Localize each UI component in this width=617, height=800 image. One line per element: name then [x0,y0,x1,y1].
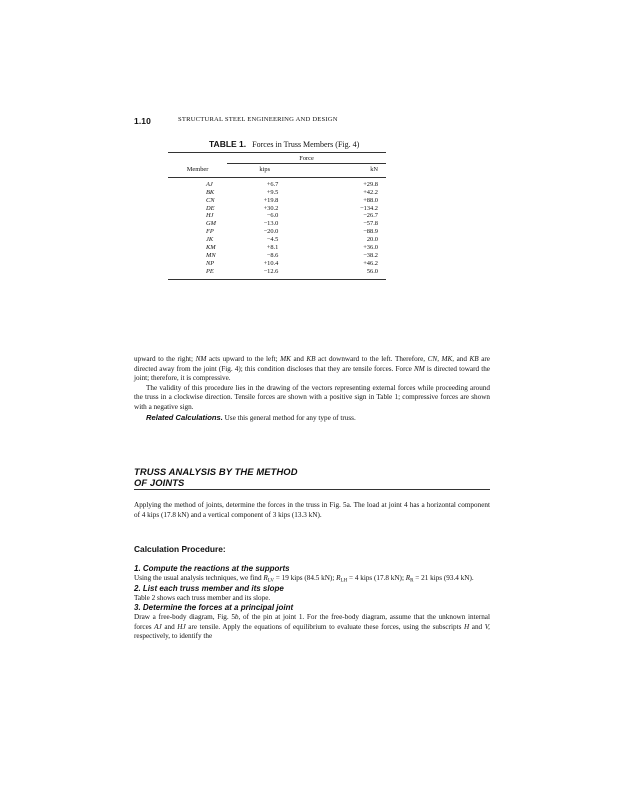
related-calculations-heading: Related Calculations. [146,412,223,422]
member-cell: BK [206,188,215,196]
step-2-heading: 2. List each truss member and its slope [134,583,284,593]
table-row [168,228,386,236]
page-number: 1.10 [134,116,151,126]
table-row [168,268,386,276]
member-cell: DE [206,204,215,212]
table-caption [209,139,359,149]
continuation-text [134,355,490,423]
kn-cell: −26.7 [363,212,378,220]
forces-table [168,152,386,280]
member-cell: JK [206,236,214,244]
table-row [168,197,386,205]
table-row [168,252,386,260]
kn-cell: +88.0 [363,196,378,204]
kn-cell: −88.9 [363,228,378,236]
step-3-heading: 3. Determine the forces at a principal joint [134,603,294,613]
kn-cell: +29.8 [363,180,378,188]
member-cell: PE [206,267,214,275]
kips-cell: −12.6 [263,267,279,275]
kn-cell: 56.0 [366,267,378,275]
kips-cell: +19.8 [263,196,279,204]
kips-cell: −4.5 [266,236,279,244]
section-title: TRUSS ANALYSIS BY THE METHOD OF JOINTS [134,466,490,490]
table-row [168,181,386,189]
kn-cell: +42.2 [363,188,378,196]
table-row [168,205,386,213]
kn-cell: −134.2 [360,204,378,212]
paragraph-2: The validity of this procedure lies in the drawing of the vectors representing external forces while proceeding around the truss in a clockwise direction. Tensile forces are shown with a positive sign in Table 1; compressive forces are shown with a negative sign. [134,383,490,411]
column-header-kn: kN [302,163,386,177]
table-row [168,236,386,244]
table-row [168,189,386,197]
column-header-member: Member [168,163,227,177]
member-cell: CN [206,196,215,204]
paragraph-1: upward to the right; NM acts upward to the left; MK and KB act downward to the left. Therefore, CN, MK, and KB are directed away from the joint (Fig. 4); this condition discloses that they are tensile forces. Force NM is directed toward the joint; therefore, it is compressive. [134,355,490,383]
table-row [168,260,386,268]
member-cell: HJ [206,212,214,220]
member-cell: KM [206,244,216,252]
member-cell: NP [206,259,215,267]
step-3-text: Draw a free-body diagram, Fig. 5b, of the pin at joint 1. For the free-body diagram, assume that the unknown internal forces AJ and HJ are tensile. Apply the equations of equilibrium to evaluate these forces, using the subscripts H and V, respectively, to identify the [134,613,490,641]
force-group-header: Force [299,155,314,162]
table-row [168,244,386,252]
kips-cell: +6.7 [266,180,279,188]
kips-cell: +10.4 [263,259,279,267]
kn-cell: −38.2 [363,251,378,259]
kips-cell: +30.2 [263,204,279,212]
kn-cell: 20.0 [366,236,378,244]
member-cell: GM [206,220,216,228]
kips-cell: −13.0 [263,220,279,228]
kn-cell: +36.0 [363,244,378,252]
step-1-text: Using the usual analysis techniques, we find $R_{LV} = 19$ kips (84.5 kN); $R_{LH} = 4$ kips (17.8 kN); $R_R = 21$ kips (93.4 kN). [134,574,474,584]
kips-cell: +8.1 [266,244,279,252]
member-cell: MN [206,251,216,259]
member-cell: FP [206,228,214,236]
table-row [168,212,386,220]
step-2-text: Table 2 shows each truss member and its slope. [134,593,271,602]
running-title: STRUCTURAL STEEL ENGINEERING AND DESIGN [178,116,338,123]
kn-cell: +46.2 [363,259,378,267]
kips-cell: +9.5 [266,188,279,196]
column-header-kips: kips [227,163,302,177]
kips-cell: −20.0 [263,228,279,236]
procedure-steps [134,564,490,642]
kn-cell: −57.8 [363,220,378,228]
table-label: TABLE 1. [209,139,247,149]
kips-cell: −6.0 [266,212,279,220]
table-caption-text: Forces in Truss Members (Fig. 4) [252,140,360,149]
section-intro: Applying the method of joints, determine the forces in the truss in Fig. 5a. The load at joint 4 has a horizontal component of 4 kips (17.8 kN) and a vertical component of 3 kips (13.3 kN). [134,501,490,519]
related-calculations: Related Calculations. Use this general method for any type of truss. [146,412,356,422]
member-cell: AJ [206,180,213,188]
kips-cell: −8.6 [266,251,279,259]
step-1-heading: 1. Compute the reactions at the supports [134,564,290,573]
calculation-procedure-heading: Calculation Procedure: [134,544,226,554]
table-row [168,220,386,228]
